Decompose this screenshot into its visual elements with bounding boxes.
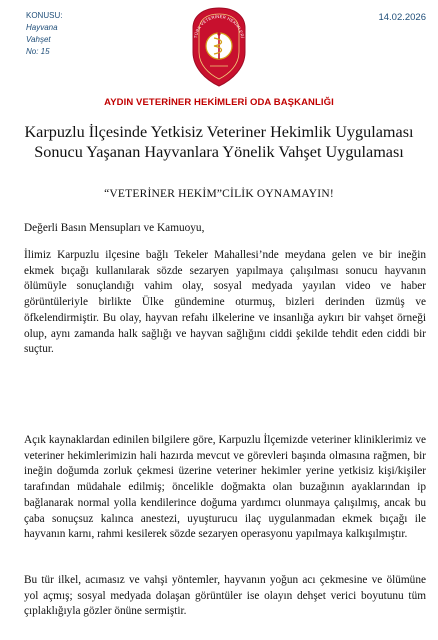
paragraph-3 bbox=[24, 573, 426, 620]
paragraph-text: Bu tür ilkel, acımasız ve vahşi yöntemler, hayvanın yoğun acı çekmesine ve ölümüne yol açmış; sosyal medyada dolaşan görüntüler ise olayın dehşet verici boyutunu tüm çıplaklığıyla gözler önüne sermiştir. bbox=[24, 574, 426, 618]
document-subtitle: “VETERİNER HEKİM”CİLİK OYNAMAYIN! bbox=[104, 188, 334, 200]
paragraph-2 bbox=[24, 433, 426, 543]
paragraph-text: Açık kaynaklardan edinilen bilgilere göre, Karpuzlu İlçemizde veteriner kliniklerimiz ve veteriner hekimlerimizin hali hazırda mevcut ve görevleri başında olmasına rağmen, bir ineğin doğumda zorluk çekmesi üzerine veteriner hekimler yerine yetkisiz kişi/kişiler tarafından müdahale edilmiş; öncelikle doğmakta olan buzağının ayaklarından ip bağlanarak normal yolla kendilerince doğuma yardımcı olunmaya çalışılmış, ancak bu çaba sonuçsuz kalınca anestezi, uyuşturucu ilaç uygulanmadan ekmek bıçağı ile hayvanın karnı, rahmi kesilerek sözde sezaryen operasyonu yapılmaya kalkışılmıştır. bbox=[24, 434, 426, 541]
salutation: Değerli Basın Mensupları ve Kamuoyu, bbox=[24, 222, 205, 234]
subject-label: KONUSU: bbox=[26, 11, 63, 20]
paragraph-text: İlimiz Karpuzlu ilçesine bağlı Tekeler Mahallesi’nde meydana gelen ve bir ineğin ekmek bıçağı kullanılarak sözde sezaryen yapılmaya çalışılması sonucu hayvanın ölümüyle sonuçlandığı vahim olay, sosyal medyada yayılan video ve haber görüntüleriyle birlikte Ülke gündemine oturmuş, bizleri derinden üzmüş ve öfkelendirmiştir. Bu olay, hayvan refahı ilkelerine ve insanlığa aykırı bir vahşet örneği olup, aynı zamanda halk sağlığı ve hayvan sağlığını ciddi şekilde tehdit eden ciddi bir suçtur. bbox=[24, 249, 426, 356]
document-date: 14.02.2026 bbox=[378, 12, 426, 23]
subject-line-2: Vahşet bbox=[26, 35, 51, 44]
veterinary-association-seal-icon bbox=[188, 6, 250, 88]
paragraph-1 bbox=[24, 248, 426, 358]
subject-block bbox=[26, 10, 62, 58]
document-title: Karpuzlu İlçesinde Yetkisiz Veteriner Hekimlik Uygulaması Sonucu Yaşanan Hayvanlara Yönelik Vahşet Uygulaması bbox=[24, 123, 414, 161]
organization-name: AYDIN VETERİNER HEKİMLERİ ODA BAŞKANLIĞI bbox=[104, 97, 334, 108]
document-number: No: 15 bbox=[26, 47, 50, 56]
svg-text:TÜRK VETERİNER HEKİMLERİ: TÜRK VETERİNER HEKİMLERİ bbox=[193, 13, 245, 39]
subject-line-1: Hayvana bbox=[26, 23, 58, 32]
